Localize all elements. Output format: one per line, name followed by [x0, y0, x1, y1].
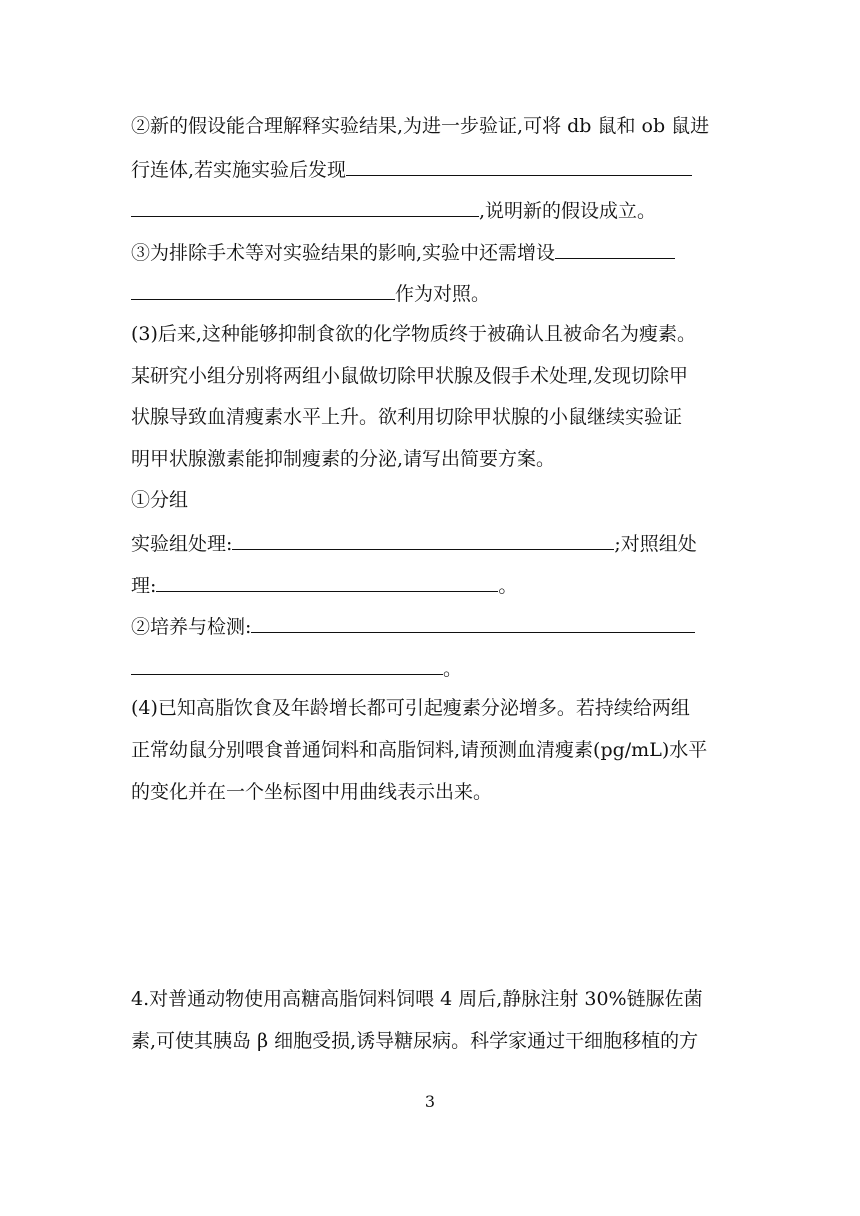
text-line: 素,可使其胰岛 β 细胞受损,诱导糖尿病。科学家通过干细胞移植的方 [131, 1030, 699, 1052]
text-segment: ③为排除手术等对实验结果的影响,实验中还需增设 [131, 242, 556, 264]
text-line: (4)已知高脂饮食及年龄增长都可引起瘦素分泌增多。若持续给两组 [131, 697, 690, 719]
answer-blank[interactable] [131, 196, 479, 217]
answer-blank[interactable] [131, 654, 443, 675]
text-line: 明甲状腺激素能抑制瘦素的分泌,请写出简要方案。 [131, 448, 556, 470]
answer-blank[interactable] [555, 238, 675, 259]
text-line [131, 196, 731, 224]
text-line: 4.对普通动物使用高糖高脂饲料饲喂 4 周后,静脉注射 30%链脲佐菌 [131, 988, 703, 1010]
answer-blank[interactable] [251, 612, 695, 633]
text-line: ①分组 [131, 489, 189, 511]
text-segment: 理: [131, 575, 157, 597]
text-line [131, 238, 731, 266]
text-line: 某研究小组分别将两组小鼠做切除甲状腺及假手术处理,发现切除甲 [131, 365, 689, 387]
text-line [131, 612, 731, 640]
text-segment: 实验组处理: [131, 533, 233, 555]
text-line: 的变化并在一个坐标图中用曲线表示出来。 [131, 781, 493, 803]
text-line: 正常幼鼠分别喂食普通饲料和高脂饲料,请预测血清瘦素(pg/mL)水平 [131, 739, 708, 761]
text-segment: 行连体,若实施实验后发现 [131, 159, 347, 181]
text-segment: ;对照组处 [614, 533, 697, 555]
text-segment: 。 [443, 658, 463, 680]
answer-blank[interactable] [346, 155, 692, 176]
text-line [131, 155, 731, 183]
page-number: 3 [424, 1092, 436, 1111]
text-line [131, 279, 731, 307]
text-line: 状腺导致血清瘦素水平上升。欲利用切除甲状腺的小鼠继续实验证 [131, 406, 683, 428]
text-line: (3)后来,这种能够抑制食欲的化学物质终于被确认且被命名为瘦素。 [131, 323, 696, 345]
text-segment: 。 [498, 575, 518, 597]
text-line [131, 654, 731, 682]
answer-blank[interactable] [156, 571, 498, 592]
text-line [131, 529, 731, 557]
answer-blank[interactable] [232, 529, 614, 550]
text-line: ②新的假设能合理解释实验结果,为进一步验证,可将 db 鼠和 ob 鼠进 [131, 115, 710, 137]
text-segment: ②培养与检测: [131, 616, 252, 638]
text-segment: ,说明新的假设成立。 [479, 200, 657, 222]
text-line [131, 571, 731, 599]
answer-blank[interactable] [131, 279, 395, 300]
text-segment: 作为对照。 [395, 283, 491, 305]
